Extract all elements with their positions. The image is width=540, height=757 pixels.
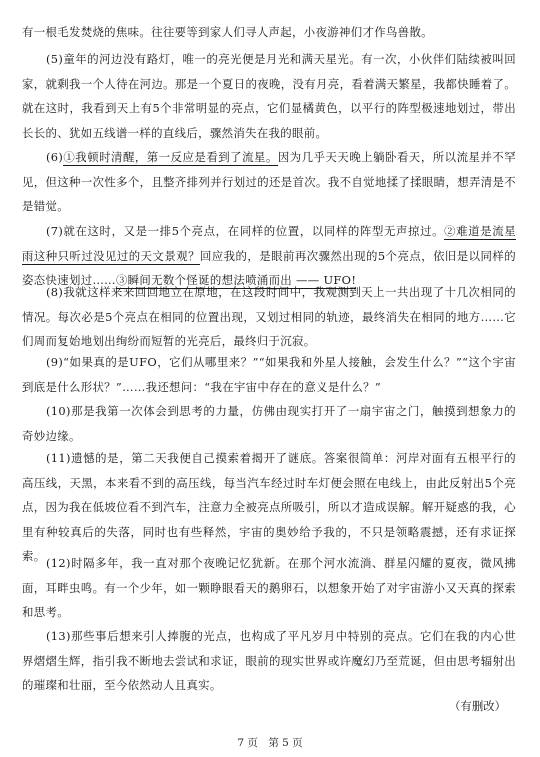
paragraph-11: (11)遗憾的是，第二天我便自己摸索着揭开了谜底。答案很简单：河岸对面有五根平行的高压线，天黑，本来看不到的高压线，每当汽车经过时车灯便会照在电线上，由此反射出5个亮点，因为我在低坡位看不到汽车，注意力全被亮点所吸引，所以才造成误解。解开疑惑的我，心里有种较真后的失落，同时也有些释然，宇宙的奥妙给予我的，不只是领略震撼，还有求证探索。 <box>22 451 516 564</box>
paragraph-7-intro: (7)就在这时，又是一排5个亮点，在同样的位置，以同样的阵型无声掠过。 <box>46 224 445 238</box>
underlined-sentence-1: ①我顿时清醒，第一反应是看到了流星。 <box>63 150 278 164</box>
paragraph-continuation: 有一根毛发焚烧的焦味。往往要等到家人们寻人声起，小夜游神们才作鸟兽散。 <box>22 25 433 39</box>
paragraph-12: (12)时隔多年，我一直对那个夜晚记忆犹新。在那个河水流淌、群星闪耀的夏夜，微风拂面，耳畔虫鸣。有一个少年，如一颗睁眼看天的鹅卵石，以想象开始了对宇宙游小又天真的探索和思考。 <box>22 556 516 620</box>
underlined-sentence-3: ③瞬间无数个怪诞的想法喷涌而出 —— UFO! <box>115 273 357 288</box>
paragraph-9: (9)“如果真的是UFO，它们从哪里来？”“如果我和外星人接触，会发生什么？”“这个宇宙到底是什么形状？”……我还想问：“我在宇宙中存在的意义是什么？” <box>22 355 516 394</box>
paragraph-13: (13)那些事后想来引人捧腹的光点，也构成了平凡岁月中特别的亮点。它们在我的内心世界熠熠生辉，指引我不断地去尝试和求证，眼前的现实世界或许魔幻乃至荒诞，但由思考辐射出的璀璨和壮丽，至今依然动人且真实。 <box>22 629 516 693</box>
paragraph-6 <box>0 145 540 219</box>
paragraph-6-number: (6) <box>46 150 64 164</box>
underlined-sentence-2: ②难道是流星雨这种只听过没见过的天文景观？ <box>22 224 516 263</box>
page-footer: 7 页 第 5 页 <box>237 737 303 749</box>
paragraph-6-body: 因为几乎天天晚上躺卧看天，所以流星并不罕见，但这种一次性多个，且整齐排列并行划过的还是首次。我不自觉地揉了揉眼睛，想弄清是不是错觉。 <box>22 150 516 214</box>
paragraph-7-body: 回应我的，是眼前再次骤然出现的5个亮点，依旧是以同样的姿态快速划过…… <box>22 248 516 288</box>
paragraph-10: (10)那是我第一次体会到思考的力量，仿佛由现实打开了一扇宇宙之门，触摸到想象力的奇妙边缘。 <box>22 404 516 443</box>
source-note: （有删改） <box>449 699 506 713</box>
paragraph-5: (5)童年的河边没有路灯，唯一的亮光便是月光和满天星光。有一次，小伙伴们陆续被叫回家，就剩我一个人待在河边。那是一个夏日的夜晚，没有月亮，看着满天繁星，我都快睡着了。就在这时，我看到天上有5个非常明显的亮点，它们显橘黄色，以平行的阵型极速地划过，带出长长的、犹如五线谱一样的直线后，骤然消失在我的眼前。 <box>22 52 516 140</box>
paragraph-8: (8)我就这样来来回回地立在原地，在这段时间中，我观测到天上一共出现了十几次相同的情况。每次必是5个亮点在相同的位置出现，又划过相同的轨迹，最终消失在相同的地方……它们周而复始地划出绚纷而短暂的光亮后，最终归于沉寂。 <box>22 285 516 349</box>
